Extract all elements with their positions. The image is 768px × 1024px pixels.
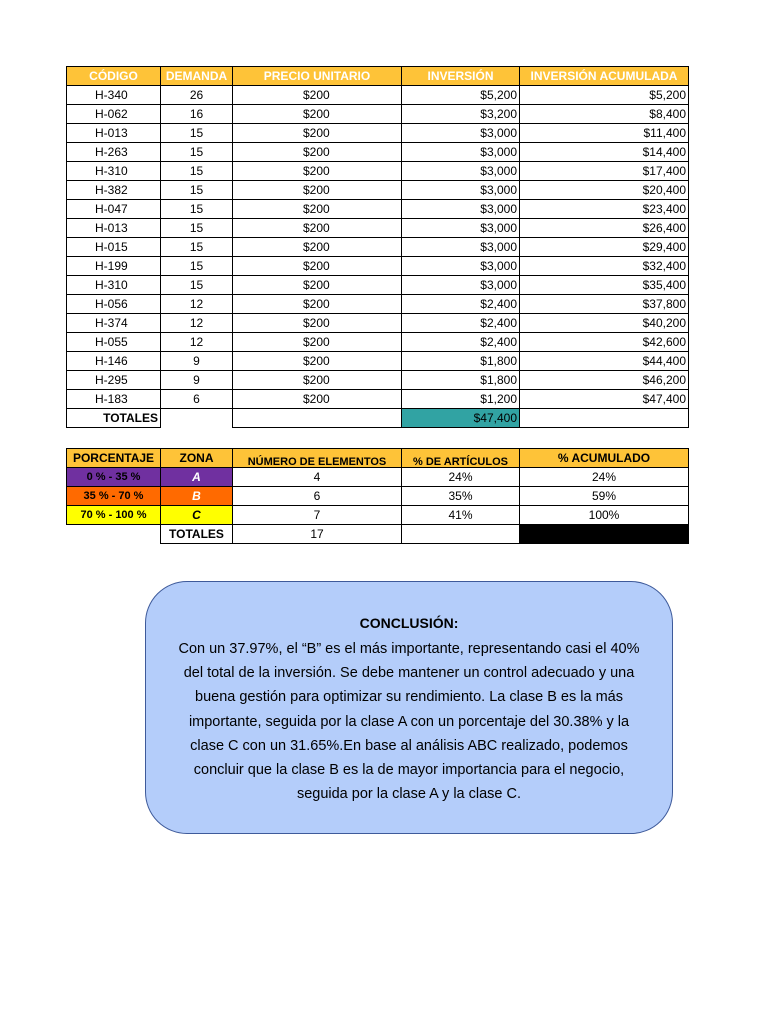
row-precio: $200 [233, 276, 402, 295]
row-codigo: H-382 [67, 181, 161, 200]
totals-empty-cell [161, 409, 233, 428]
row-inversion: $3,000 [402, 200, 520, 219]
zone-pct-articulos: 41% [402, 506, 520, 525]
zone-totals-count: 17 [233, 525, 402, 544]
row-codigo: H-310 [67, 276, 161, 295]
row-inversion-acumulada: $20,400 [520, 181, 689, 200]
row-inversion-acumulada: $40,200 [520, 314, 689, 333]
row-demanda: 12 [161, 314, 233, 333]
zone-letter: C [161, 506, 233, 525]
row-inversion: $3,000 [402, 219, 520, 238]
zone-totals-empty [402, 525, 520, 544]
row-demanda: 6 [161, 390, 233, 409]
row-inversion-acumulada: $37,800 [520, 295, 689, 314]
row-codigo: H-374 [67, 314, 161, 333]
row-codigo: H-340 [67, 86, 161, 105]
table-row [67, 276, 689, 295]
row-codigo: H-015 [67, 238, 161, 257]
row-codigo: H-183 [67, 390, 161, 409]
row-precio: $200 [233, 238, 402, 257]
row-inversion: $3,000 [402, 238, 520, 257]
row-inversion-acumulada: $11,400 [520, 124, 689, 143]
header-demanda: DEMANDA [161, 67, 233, 86]
zone-range: 0 % - 35 % [67, 468, 161, 487]
inventory-totals-row [67, 409, 689, 428]
header-porcentaje: PORCENTAJE [67, 449, 161, 468]
table-row [67, 238, 689, 257]
zone-range: 70 % - 100 % [67, 506, 161, 525]
zone-totals-black-cell [520, 525, 689, 544]
row-demanda: 26 [161, 86, 233, 105]
row-demanda: 12 [161, 295, 233, 314]
row-inversion-acumulada: $47,400 [520, 390, 689, 409]
row-precio: $200 [233, 181, 402, 200]
row-precio: $200 [233, 86, 402, 105]
row-codigo: H-047 [67, 200, 161, 219]
row-codigo: H-056 [67, 295, 161, 314]
inventory-header-row [67, 67, 689, 86]
row-inversion: $2,400 [402, 333, 520, 352]
table-row [67, 181, 689, 200]
row-inversion-acumulada: $44,400 [520, 352, 689, 371]
row-precio: $200 [233, 124, 402, 143]
table-row [67, 333, 689, 352]
zone-count: 6 [233, 487, 402, 506]
table-row [67, 371, 689, 390]
row-precio: $200 [233, 390, 402, 409]
row-demanda: 15 [161, 200, 233, 219]
row-inversion: $1,800 [402, 352, 520, 371]
row-demanda: 15 [161, 238, 233, 257]
row-codigo: H-295 [67, 371, 161, 390]
zone-count: 4 [233, 468, 402, 487]
conclusion-body: Con un 37.97%, el “B” es el más importante, representando casi el 40% del total de la inversión. Se debe mantener un control adecuado y una buena gestión para optimizar su rendimiento. La clase B es la más importante, seguida por la clase A con un porcentaje del 30.38% y la clase C con un 31.65%.En base al análisis ABC realizado, podemos concluir que la clase B es la de mayor importancia para el negocio, seguida por la clase A y la clase C. [178, 641, 640, 803]
inventory-table-body [67, 86, 689, 409]
zone-letter: B [161, 487, 233, 506]
zone-row [67, 487, 689, 506]
row-precio: $200 [233, 143, 402, 162]
row-precio: $200 [233, 333, 402, 352]
zone-totals-row [67, 525, 689, 544]
row-inversion: $2,400 [402, 314, 520, 333]
zone-row [67, 468, 689, 487]
abc-zone-table [66, 448, 689, 544]
row-inversion-acumulada: $5,200 [520, 86, 689, 105]
table-row [67, 143, 689, 162]
row-inversion-acumulada: $42,600 [520, 333, 689, 352]
zone-pct-acumulado: 24% [520, 468, 689, 487]
zone-totals-spacer [67, 525, 161, 544]
row-demanda: 9 [161, 371, 233, 390]
zone-range: 35 % - 70 % [67, 487, 161, 506]
row-inversion: $3,000 [402, 276, 520, 295]
totals-label: TOTALES [67, 409, 161, 428]
table-row [67, 295, 689, 314]
row-inversion-acumulada: $14,400 [520, 143, 689, 162]
totals-inversion-value: $47,400 [402, 409, 520, 428]
header-codigo: CÓDIGO [67, 67, 161, 86]
table-row [67, 314, 689, 333]
row-demanda: 15 [161, 219, 233, 238]
row-precio: $200 [233, 295, 402, 314]
row-inversion: $3,000 [402, 162, 520, 181]
row-codigo: H-146 [67, 352, 161, 371]
table-row [67, 257, 689, 276]
header-precio-unitario: PRECIO UNITARIO [233, 67, 402, 86]
header-zona: ZONA [161, 449, 233, 468]
row-precio: $200 [233, 314, 402, 333]
row-inversion-acumulada: $35,400 [520, 276, 689, 295]
table-row [67, 219, 689, 238]
row-inversion: $1,800 [402, 371, 520, 390]
row-demanda: 15 [161, 257, 233, 276]
totals-empty-cell [233, 409, 402, 428]
row-demanda: 15 [161, 276, 233, 295]
row-inversion-acumulada: $32,400 [520, 257, 689, 276]
zone-pct-acumulado: 100% [520, 506, 689, 525]
zone-pct-acumulado: 59% [520, 487, 689, 506]
header-inversion-acumulada: INVERSIÓN ACUMULADA [520, 67, 689, 86]
header-inversion: INVERSIÓN [402, 67, 520, 86]
inventory-table [66, 66, 689, 428]
header-pct-articulos: % DE ARTÍCULOS [402, 449, 520, 468]
zone-row [67, 506, 689, 525]
zone-totals-label: TOTALES [161, 525, 233, 544]
table-row [67, 162, 689, 181]
row-codigo: H-013 [67, 219, 161, 238]
row-inversion-acumulada: $26,400 [520, 219, 689, 238]
table-row [67, 105, 689, 124]
row-precio: $200 [233, 105, 402, 124]
row-demanda: 15 [161, 143, 233, 162]
table-row [67, 124, 689, 143]
row-precio: $200 [233, 219, 402, 238]
row-precio: $200 [233, 352, 402, 371]
zone-count: 7 [233, 506, 402, 525]
row-demanda: 16 [161, 105, 233, 124]
conclusion-panel [145, 581, 673, 834]
row-inversion-acumulada: $46,200 [520, 371, 689, 390]
totals-empty-cell [520, 409, 689, 428]
row-inversion: $3,000 [402, 143, 520, 162]
table-row [67, 200, 689, 219]
table-row [67, 86, 689, 105]
zone-letter: A [161, 468, 233, 487]
row-demanda: 15 [161, 162, 233, 181]
zone-pct-articulos: 35% [402, 487, 520, 506]
row-precio: $200 [233, 200, 402, 219]
row-precio: $200 [233, 371, 402, 390]
row-inversion: $3,200 [402, 105, 520, 124]
zone-pct-articulos: 24% [402, 468, 520, 487]
row-inversion-acumulada: $23,400 [520, 200, 689, 219]
row-demanda: 9 [161, 352, 233, 371]
row-demanda: 15 [161, 181, 233, 200]
row-inversion: $3,000 [402, 124, 520, 143]
row-demanda: 15 [161, 124, 233, 143]
row-inversion: $3,000 [402, 181, 520, 200]
row-inversion: $5,200 [402, 86, 520, 105]
row-inversion-acumulada: $8,400 [520, 105, 689, 124]
row-codigo: H-263 [67, 143, 161, 162]
header-numero-elementos: NÚMERO DE ELEMENTOS [233, 449, 402, 468]
row-inversion: $2,400 [402, 295, 520, 314]
row-codigo: H-062 [67, 105, 161, 124]
row-codigo: H-055 [67, 333, 161, 352]
row-precio: $200 [233, 257, 402, 276]
row-demanda: 12 [161, 333, 233, 352]
table-row [67, 390, 689, 409]
row-inversion-acumulada: $29,400 [520, 238, 689, 257]
row-codigo: H-013 [67, 124, 161, 143]
row-inversion: $3,000 [402, 257, 520, 276]
row-precio: $200 [233, 162, 402, 181]
row-codigo: H-310 [67, 162, 161, 181]
conclusion-title: CONCLUSIÓN: [359, 615, 459, 631]
zone-header-row [67, 449, 689, 468]
row-inversion-acumulada: $17,400 [520, 162, 689, 181]
header-pct-acumulado: % ACUMULADO [520, 449, 689, 468]
zone-table-body [67, 468, 689, 525]
row-inversion: $1,200 [402, 390, 520, 409]
row-codigo: H-199 [67, 257, 161, 276]
table-row [67, 352, 689, 371]
